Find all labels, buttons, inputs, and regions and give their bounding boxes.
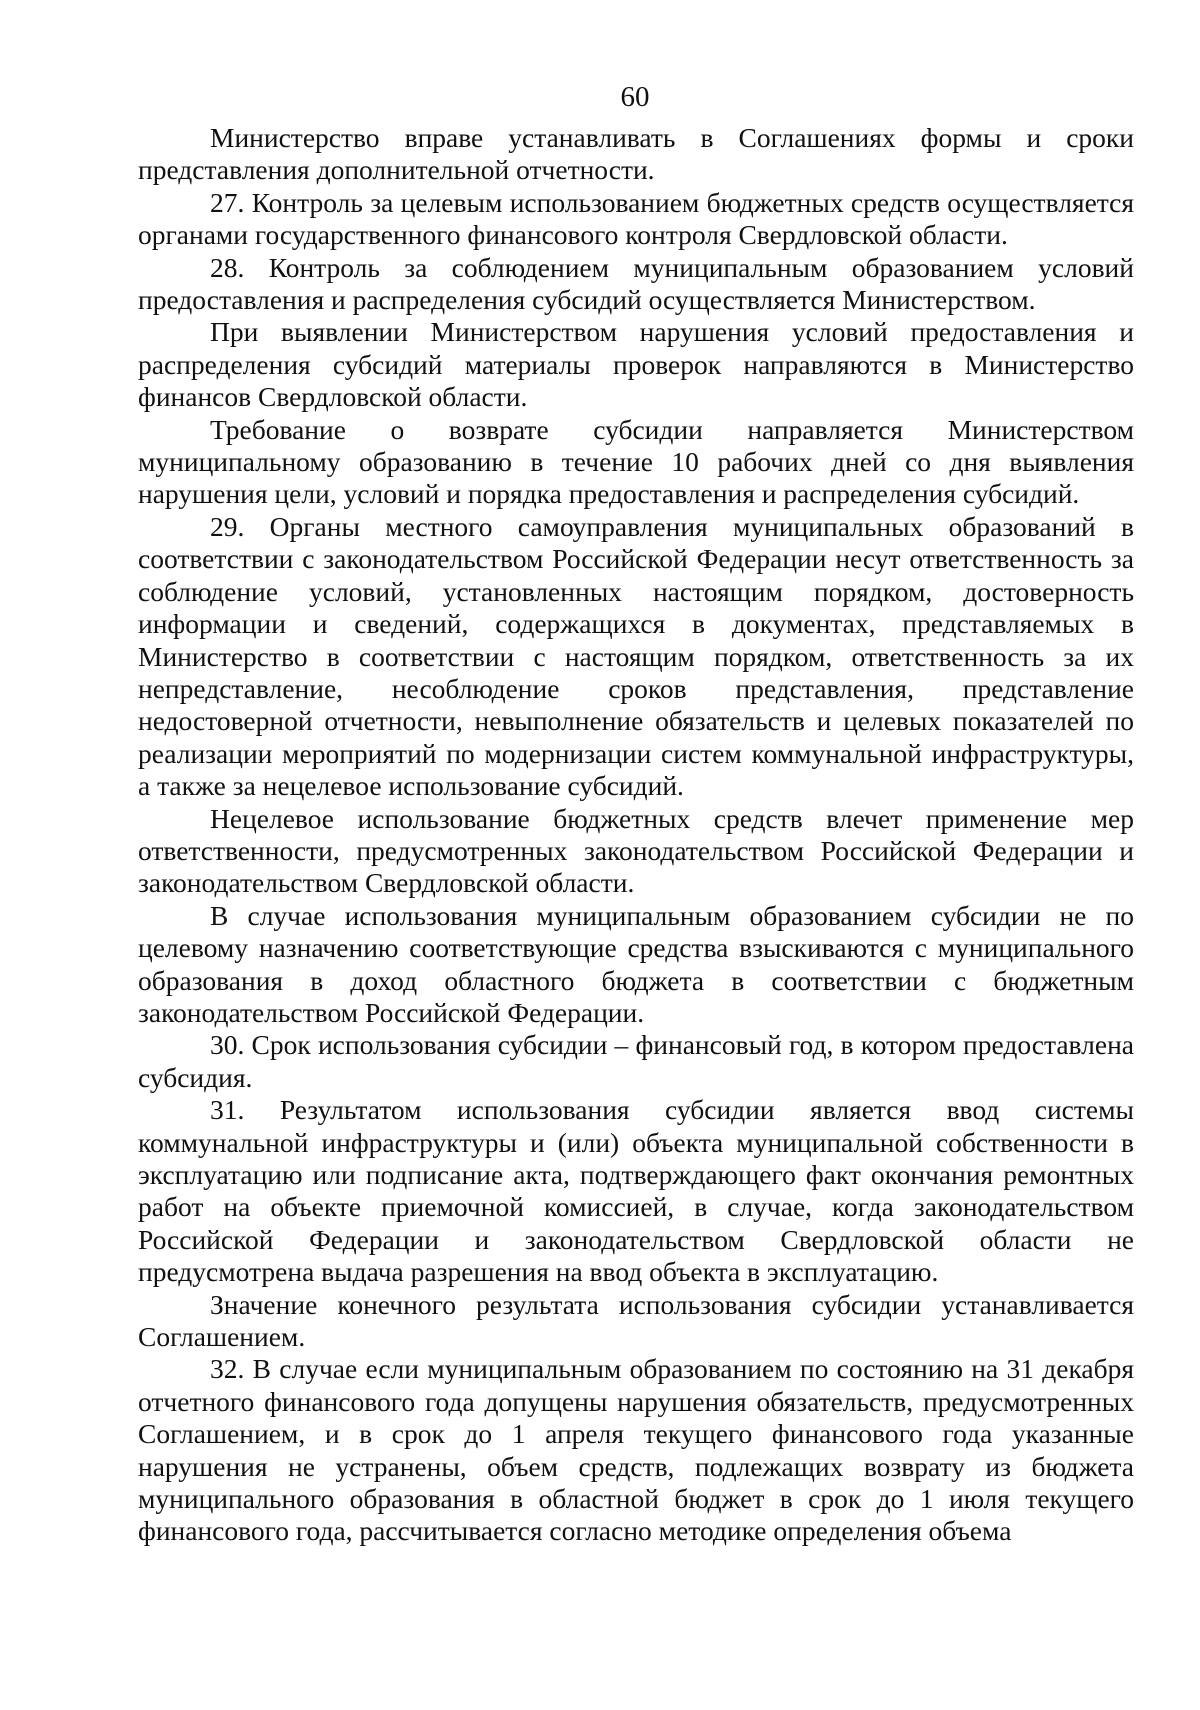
paragraph-misuse-recovery: В случае использования муниципальным образованием субсидии не по целевому назначению соответствующие средства взыскиваются с муниципального образования в доход областного бюджета в соответствии с бюджетным законодательством Российской Федерации.: [138, 899, 1134, 1028]
page-number: 60: [620, 81, 650, 113]
paragraph-28-control: 28. Контроль за соблюдением муниципальным образованием условий предоставления и распределения субсидий осуществляется Министерством.: [138, 251, 1134, 316]
paragraph-29-responsibility: 29. Органы местного самоуправления муниципальных образований в соответствии с законодательством Российской Федерации несут ответственность за соблюдение условий, установленных настоящим порядком, достоверность информации и сведений, содержащихся в документах, представляемых в Министерство в соответствии с настоящим порядком, ответственность за их непредставление, несоблюдение сроков представления, представление недостоверной отчетности, невыполнение обязательств и целевых показателей по реализации мероприятий по модернизации систем коммунальной инфраструктуры, а также за нецелевое использование субсидий.: [138, 510, 1134, 802]
paragraph-misuse-liability: Нецелевое использование бюджетных средств влечет применение мер ответственности, предусмотренных законодательством Российской Федерации и законодательством Свердловской области.: [138, 802, 1134, 899]
paragraph-violation-detection: При выявлении Министерством нарушения условий предоставления и распределения субсидий материалы проверок направляются в Министерство финансов Свердловской области.: [138, 316, 1134, 413]
paragraph-reporting-forms: Министерство вправе устанавливать в Соглашениях формы и сроки представления дополнительной отчетности.: [138, 122, 1134, 186]
paragraph-27-control: 27. Контроль за целевым использованием бюджетных средств осуществляется органами государственного финансового контроля Свердловской области.: [138, 186, 1134, 251]
paragraph-30-term: 30. Срок использования субсидии – финансовый год, в котором предоставлена субсидия.: [138, 1029, 1134, 1093]
paragraph-31-result: 31. Результатом использования субсидии является ввод системы коммунальной инфраструктуры и (или) объекта муниципальной собственности в эксплуатацию или подписание акта, подтверждающего факт окончания ремонтных работ на объекте приемочной комиссией, в случае, когда законодательством Российской Федерации и законодательством Свердловской области не предусмотрена выдача разрешения на ввод объекта в эксплуатацию.: [138, 1094, 1134, 1288]
document-body: [138, 122, 1134, 1548]
paragraph-refund-requirement: Требование о возврате субсидии направляется Министерством муниципальному образованию в течение 10 рабочих дней со дня выявления нарушения цели, условий и порядка предоставления и распределения субсидий.: [138, 413, 1134, 510]
paragraph-32-violations: 32. В случае если муниципальным образованием по состоянию на 31 декабря отчетного финансового года допущены нарушения обязательств, предусмотренных Соглашением, и в срок до 1 апреля текущего финансового года указанные нарушения не устранены, объем средств, подлежащих возврату из бюджета муниципального образования в областной бюджет в срок до 1 июля текущего финансового года, рассчитывается согласно методике определения объема: [138, 1353, 1134, 1547]
paragraph-result-value: Значение конечного результата использования субсидии устанавливается Соглашением.: [138, 1288, 1134, 1353]
